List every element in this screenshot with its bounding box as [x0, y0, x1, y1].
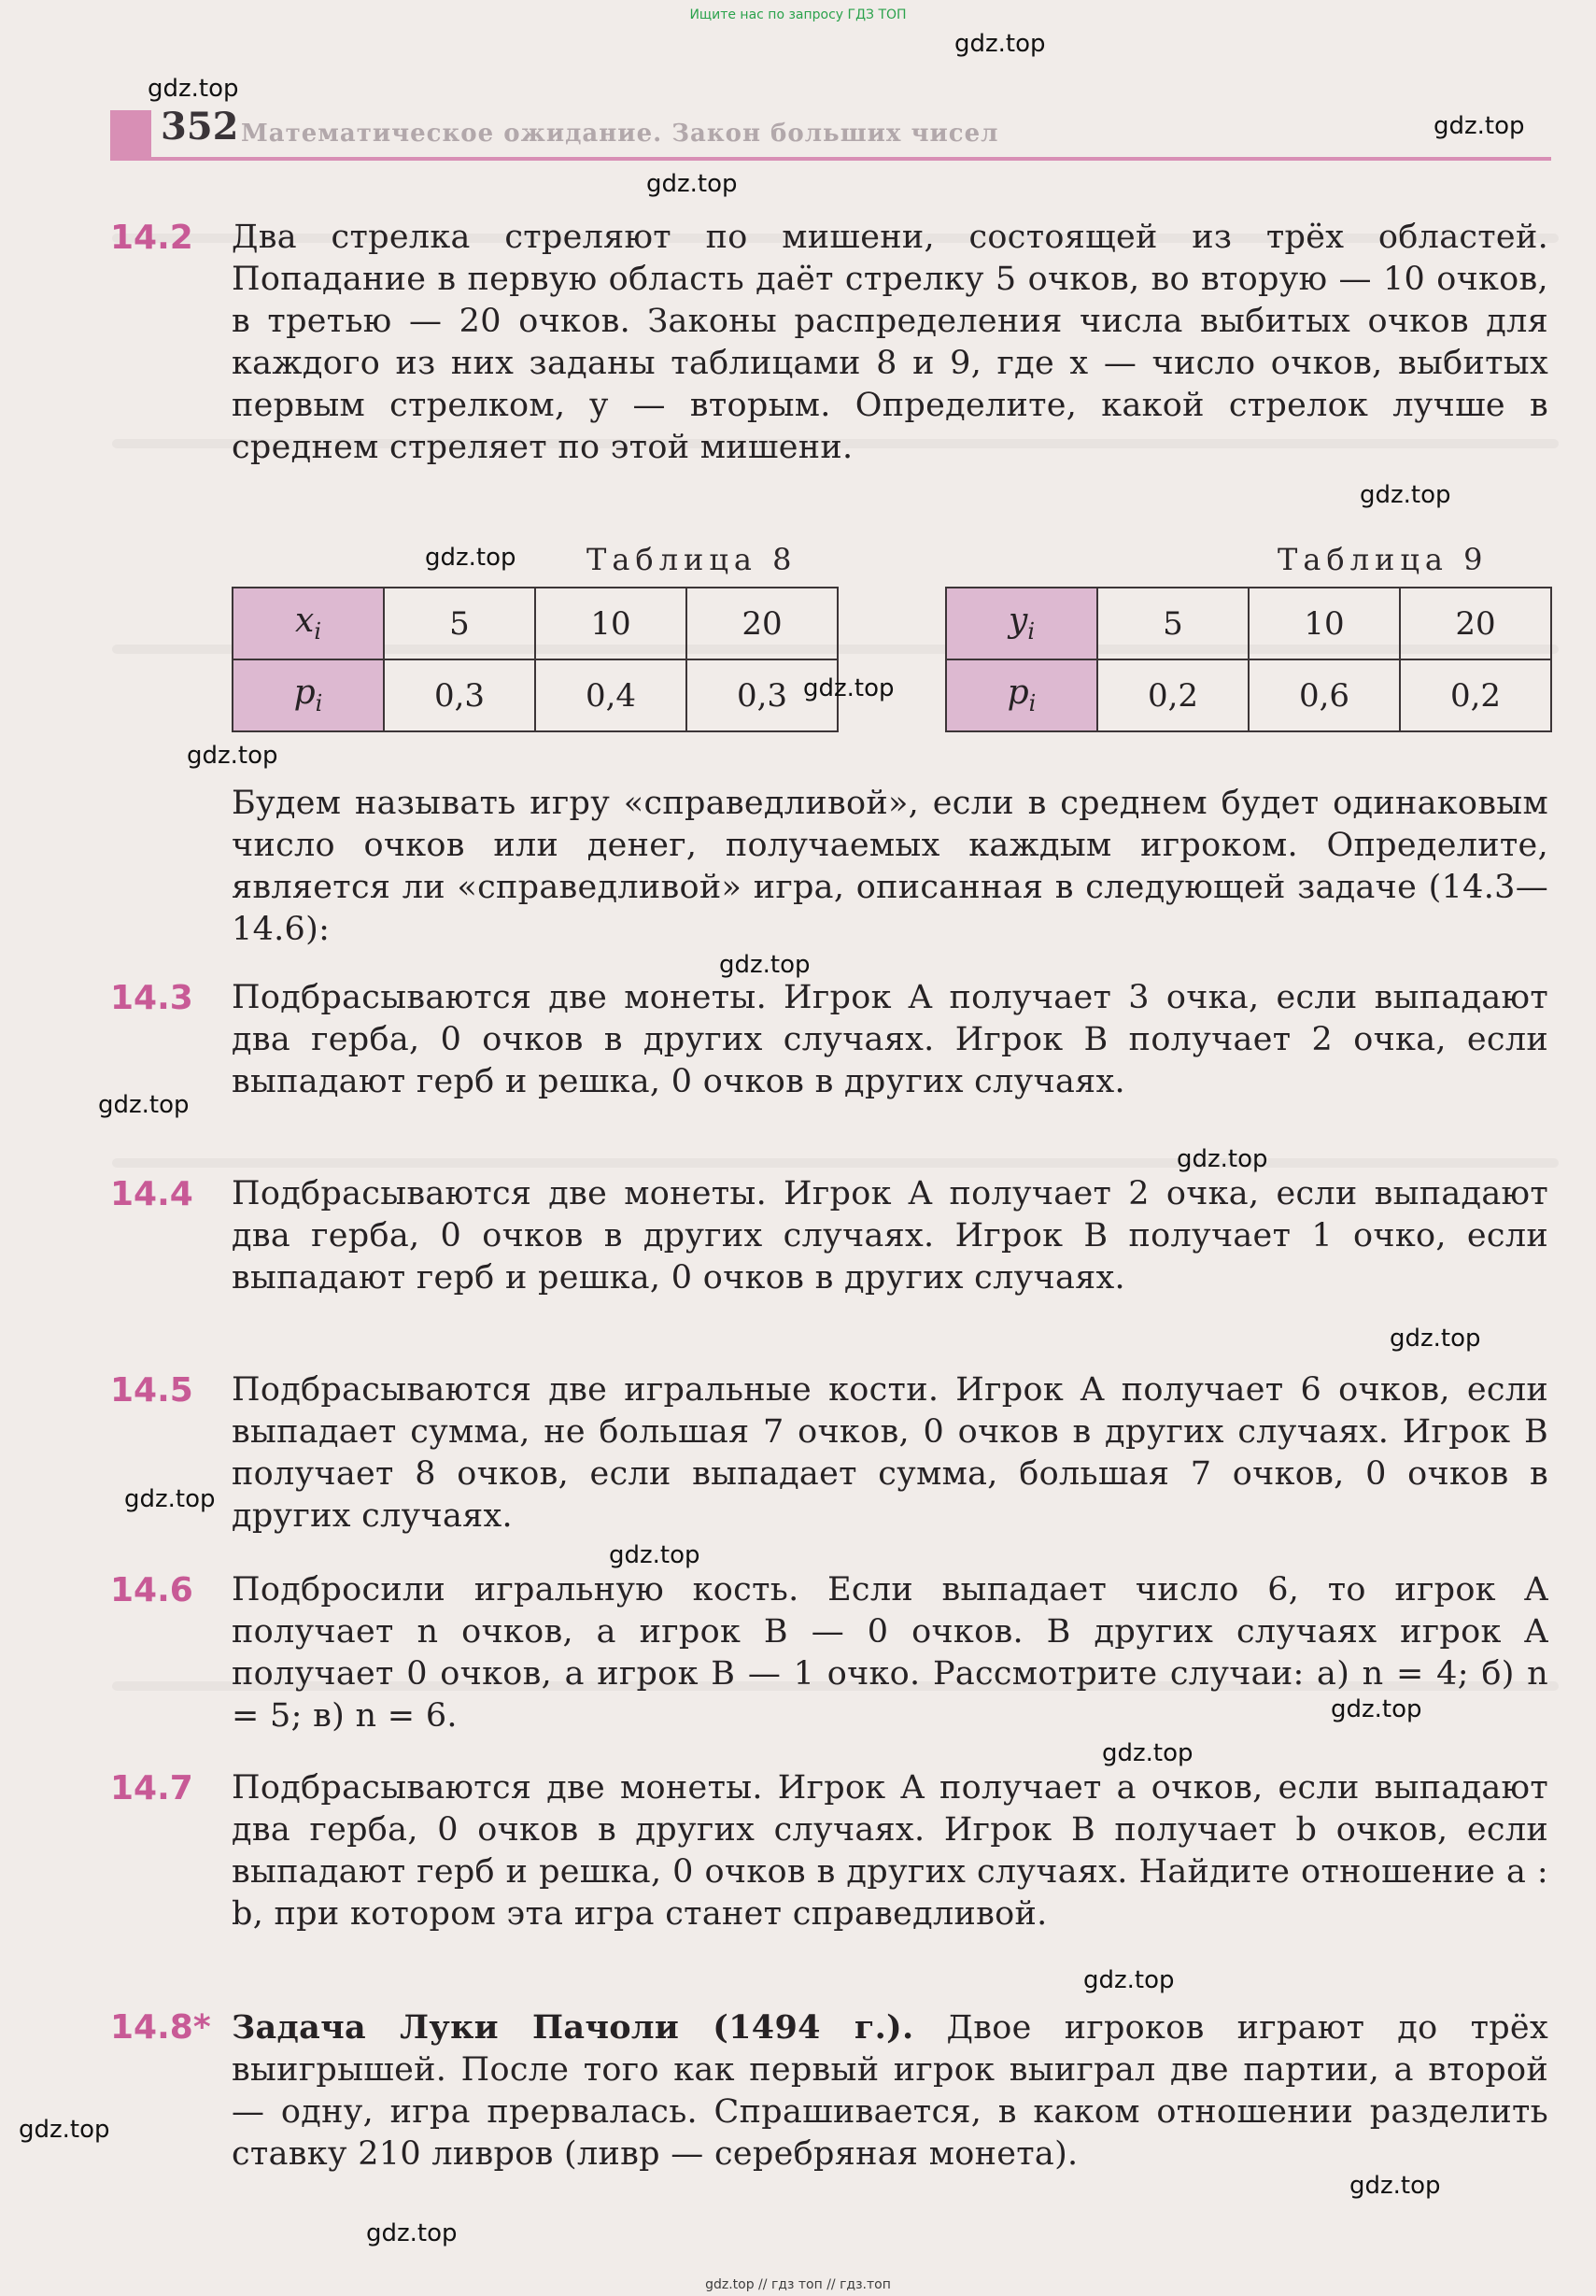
- problem-text: Подбрасываются две монеты. Игрок A получает 3 очка, если выпадают два герба, 0 очков в других случаях. Игрок B получает 2 очка, если выпадают герб и решка, 0 очков в других случаях.: [232, 979, 1548, 1100]
- problem-title: Задача Луки Пачоли (1494 г.).: [232, 2008, 914, 2047]
- problem-14-7: [110, 1767, 1548, 1935]
- watermark: gdz.top: [148, 75, 239, 103]
- table-cell: 10: [1249, 588, 1400, 659]
- table-cell: 5: [1097, 588, 1249, 659]
- problem-14-8: [110, 2006, 1548, 2176]
- problem-text: Подбросили игральную кость. Если выпадает число 6, то игрок A получает n очков, а игрок B — 0 очков. В других случаях игрок A получает 0 очков, а игрок B — 1 очко. Рассмотрите случаи: а) n = 4; б) n = 5; в) n = 6.: [232, 1571, 1548, 1735]
- problem-number: 14.5: [110, 1371, 193, 1410]
- watermark: gdz.top: [1360, 481, 1451, 509]
- watermark: gdz.top: [1434, 112, 1525, 140]
- table-cell: 20: [1400, 588, 1551, 659]
- problem-number: 14.7: [110, 1769, 193, 1807]
- problem-number: 14.4: [110, 1175, 193, 1213]
- watermark: gdz.top: [803, 674, 895, 702]
- problem-text: Подбрасываются две монеты. Игрок A получает 2 очка, если выпадают два герба, 0 очков в других случаях. Игрок B получает 1 очко, если выпадают герб и решка, 0 очков в других случаях.: [232, 1175, 1548, 1297]
- running-head: Математическое ожидание. Закон больших чисел: [241, 120, 999, 148]
- intro-paragraph: Будем называть игру «справедливой», если в среднем будет одинаковым число очков или денег, получаемых каждым игроком. Определите, является ли «справедливой» игра, описанная в следующей задаче (14.3—14.6):: [232, 785, 1548, 948]
- watermark: gdz.top: [98, 1091, 190, 1119]
- watermark: gdz.top: [425, 544, 516, 572]
- watermark: gdz.top: [719, 951, 811, 979]
- table-8: [232, 587, 839, 732]
- table-cell: 0,3: [384, 659, 535, 731]
- table-8-caption: Таблица 8: [586, 542, 798, 577]
- problem-number: 14.2: [110, 219, 193, 257]
- problem-text: [232, 2006, 1548, 2176]
- problem-text: Два стрелка стреляют по мишени, состоящей из трёх областей. Попадание в первую область даёт стрелку 5 очков, во вторую — 10 очков, в третью — 20 очков. Законы распределения числа выбитых очков для каждого из них заданы таблицами 8 и 9, где x — число очков, выбитых первым стрелком, y — вторым. Определите, какой стрелок лучше в среднем стреляет по этой мишени.: [232, 219, 1548, 466]
- problem-number: 14.3: [110, 979, 193, 1017]
- table-header-cell: $p_i$: [946, 659, 1097, 731]
- show-through: [112, 1158, 1559, 1168]
- table-header-cell: $x_i$: [233, 588, 384, 659]
- table-cell: 10: [535, 588, 686, 659]
- watermark: gdz.top: [1349, 2172, 1441, 2200]
- watermark: gdz.top: [609, 1541, 700, 1569]
- problem-body: Двое игроков играют до трёх выигрышей. После того как первый игрок выиграл две партии, а второй — одну, игра прервалась. Спрашивается, в каком отношении разделить ставку 210 ливров (ливр — серебряная монета).: [232, 2009, 1548, 2173]
- table-cell: 0,4: [535, 659, 686, 731]
- table-cell: 20: [686, 588, 838, 659]
- problem-text: Подбрасываются две монеты. Игрок A получает a очков, если выпадают два герба, 0 очков в других случаях. Игрок B получает b очков, если выпадают герб и решка, 0 очков в других случаях. Найдите отношение a : b, при котором эта игра станет справедливой.: [232, 1769, 1548, 1933]
- problem-number: 14.6: [110, 1571, 193, 1609]
- problem-14-3: [110, 977, 1548, 1103]
- table-cell: 0,3: [686, 659, 838, 731]
- table-header-cell: $y_i$: [946, 588, 1097, 659]
- watermark: gdz.top: [366, 2219, 458, 2247]
- watermark: gdz.top: [1083, 1966, 1175, 1994]
- watermark: gdz.top: [1177, 1145, 1268, 1173]
- problem-number: 14.8*: [110, 2008, 211, 2047]
- watermark: gdz.top: [1102, 1739, 1193, 1767]
- table-9: [945, 587, 1552, 732]
- problem-text: Подбрасываются две игральные кости. Игрок A получает 6 очков, если выпадает сумма, не большая 7 очков, 0 очков в других случаях. Игрок B получает 8 очков, если выпадает сумма, большая 7 очков, 0 очков в других случаях.: [232, 1371, 1548, 1535]
- table-cell: 0,2: [1400, 659, 1551, 731]
- watermark: gdz.top: [954, 30, 1046, 58]
- watermark: gdz.top: [187, 742, 278, 770]
- table-cell: 0,6: [1249, 659, 1400, 731]
- watermark: gdz.top: [124, 1485, 216, 1513]
- problem-14-5: [110, 1369, 1548, 1538]
- table-cell: 0,2: [1097, 659, 1249, 731]
- watermark: gdz.top: [1390, 1325, 1481, 1353]
- table-cell: 5: [384, 588, 535, 659]
- table-9-caption: Таблица 9: [1278, 542, 1489, 577]
- watermark: gdz.top: [1331, 1695, 1422, 1723]
- watermark: gdz.top: [19, 2116, 110, 2144]
- header-rule: [110, 157, 1551, 161]
- watermark: gdz.top: [646, 170, 738, 198]
- problem-14-2: [110, 217, 1548, 469]
- table-header-cell: $p_i$: [233, 659, 384, 731]
- top-banner: Ищите нас по запросу ГДЗ ТОП: [689, 7, 907, 22]
- bottom-banner: gdz.top // гдз топ // гдз.топ: [705, 2277, 891, 2292]
- page-number: 352: [161, 105, 239, 149]
- page-marker: [110, 110, 151, 157]
- problem-14-4: [110, 1173, 1548, 1299]
